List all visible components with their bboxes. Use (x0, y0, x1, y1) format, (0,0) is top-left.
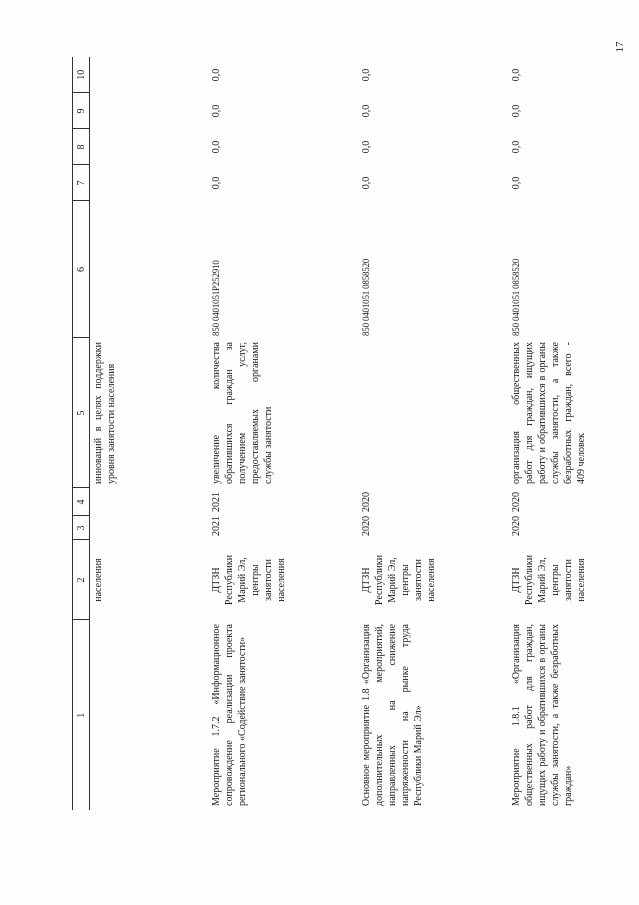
amount-cell-8: 0,0 (360, 140, 372, 154)
column-header-6: 6 (73, 201, 90, 338)
column-header-4: 4 (73, 488, 90, 516)
budget-code-cell: 850 0401051P252910 (210, 260, 221, 336)
amount-cell-7: 0,0 (210, 176, 222, 190)
table-row (508, 57, 639, 810)
column-header-9: 9 (73, 93, 90, 129)
column-header-2: 2 (73, 540, 90, 620)
start-year-cell: 2021 (210, 516, 222, 536)
table-row (208, 57, 358, 810)
table-row (358, 57, 508, 810)
result-cell: инноваций в целях поддержки уровня занятости населения (93, 342, 117, 484)
measure-name-cell: Основное мероприятие 1.8 «Организация дополнительных мероприятий, направленных на снижение напряженности на рынке труда Республики Марий Эл» (360, 624, 424, 806)
start-year-cell (90, 516, 208, 540)
column-header-7: 7 (73, 165, 90, 201)
column-header-1: 1 (73, 620, 90, 810)
amount-cell-10: 0,0 (360, 68, 372, 82)
result-cell (358, 338, 508, 488)
column-header-5: 5 (73, 338, 90, 488)
amount-cell-7: 0,0 (510, 176, 522, 190)
measure-name-cell: Мероприятие 1.7.2 «Информационное сопровождение реализации проекта регионального «Содействие занятости» (210, 624, 248, 806)
amount-cell-7: 0,0 (360, 176, 372, 190)
measures-table (72, 57, 639, 810)
amount-cell-9: 0,0 (210, 104, 222, 118)
amount-cell-8 (90, 129, 208, 165)
column-header-3: 3 (73, 516, 90, 540)
page-number: 17 (614, 41, 626, 53)
column-header-10: 10 (73, 57, 90, 93)
amount-cell-9: 0,0 (510, 104, 522, 118)
budget-code-cell: 850 0401051 0858520 (360, 258, 371, 336)
measure-name-cell (90, 620, 208, 810)
amount-cell-9: 0,0 (360, 104, 372, 118)
start-year-cell: 2020 (360, 516, 372, 536)
executor-cell: населения (93, 558, 104, 602)
budget-code-cell: 850 0401051 0858520 (510, 258, 521, 336)
end-year-cell: 2020 (510, 492, 522, 512)
end-year-cell: 2020 (360, 492, 372, 512)
end-year-cell: 2021 (210, 492, 222, 512)
budget-code-cell (90, 201, 208, 338)
document-table-frame (72, 57, 639, 810)
amount-cell-8: 0,0 (510, 140, 522, 154)
measure-name-cell: Мероприятие 1.8.1 «Организация общественных работ для граждан, ищущих работу и обратившихся в органы службы занятости, а также безработных граждан» (510, 624, 574, 806)
executor-cell: ДТЗН Республики Марий Эл, центры занятости населения (210, 554, 287, 606)
executor-cell: ДТЗН Республики Марий Эл, центры занятости населения (510, 554, 587, 606)
amount-cell-10: 0,0 (510, 68, 522, 82)
executor-cell: ДТЗН Республики Марий Эл, центры занятости населения (360, 554, 437, 606)
column-number-row (73, 57, 90, 810)
end-year-cell (90, 488, 208, 516)
column-header-8: 8 (73, 129, 90, 165)
start-year-cell: 2020 (510, 516, 522, 536)
result-cell: организация общественных работ для граждан, ищущих работу и обратившихся в органы службы занятости, а также безработных граждан, всего - 409 человек (510, 342, 587, 484)
amount-cell-10: 0,0 (210, 68, 222, 82)
amount-cell-7 (90, 165, 208, 201)
table-row (90, 57, 208, 810)
amount-cell-10 (90, 57, 208, 93)
amount-cell-8: 0,0 (210, 140, 222, 154)
result-cell: увеличение количества обратившихся граждан за получением услуг, предоставляемых органами службы занятости (210, 342, 274, 484)
amount-cell-9 (90, 93, 208, 129)
